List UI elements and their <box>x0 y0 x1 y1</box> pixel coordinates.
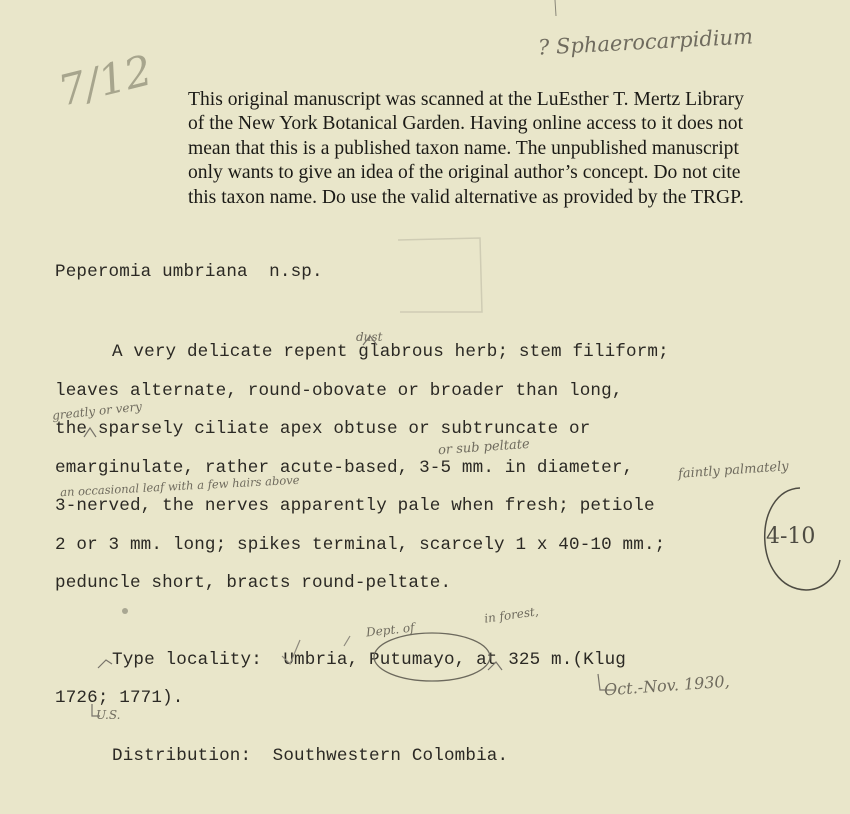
folio-number: 7/12 <box>53 45 157 116</box>
annotation-forest: in forest, <box>483 604 540 626</box>
annotation-range: 4-10 <box>766 524 816 549</box>
description-line: leaves alternate, round-obovate or broader than long, <box>55 381 623 401</box>
pencil-bracket-mark <box>398 238 482 312</box>
annotation-us: U.S. <box>96 708 121 722</box>
type-locality-line: 1726; 1771). <box>55 688 184 708</box>
notice-line: this taxon name. Do use the valid alternative as provided by the TRGP. <box>188 186 744 208</box>
annotation-date: Oct.-Nov. 1930, <box>603 671 731 700</box>
pencil-dot <box>122 608 128 614</box>
distribution-line: Distribution: Southwestern Colombia. <box>112 746 509 766</box>
annotation-occasional: an occasional leaf with a few hairs above <box>59 472 300 500</box>
pencil-tick-mark <box>555 0 556 16</box>
species-title: Peperomia umbriana n.sp. <box>55 262 323 282</box>
annotation-dust: dust <box>356 330 383 344</box>
genus-annotation: ? Sphaerocarpidium <box>537 24 754 60</box>
caret-mark <box>363 336 377 345</box>
notice-line: of the New York Botanical Garden. Having online access to it does not <box>188 113 744 135</box>
annotation-greatly: greatly or very <box>51 399 143 423</box>
annotation-faintly: faintly palmately <box>677 459 790 482</box>
annotation-dept: Dept. of <box>365 620 416 640</box>
description-line: the sparsely ciliate apex obtuse or subtruncate or <box>55 419 591 439</box>
circle-mark <box>765 488 840 590</box>
caret-mark <box>488 662 502 670</box>
annotation-subpeltate: or sub peltate <box>437 436 531 459</box>
notice-line: mean that this is a published taxon name. The unpublished manuscript <box>188 137 739 159</box>
type-locality-line: Type locality: Umbria, Putumayo, at 325 m.(Klug <box>112 650 626 670</box>
description-line: A very delicate repent glabrous herb; stem filiform; <box>112 342 669 362</box>
description-line: 2 or 3 mm. long; spikes terminal, scarcely 1 x 40-10 mm.; <box>55 535 666 555</box>
pencil-hook-mark <box>92 704 100 716</box>
caret-mark <box>84 428 96 437</box>
description-line: 3-nerved, the nerves apparently pale when fresh; petiole <box>55 496 655 516</box>
caret-mark <box>344 636 350 646</box>
description-line: peduncle short, bracts round-peltate. <box>55 573 452 593</box>
pencil-hook-mark <box>598 674 614 690</box>
check-mark <box>282 640 300 664</box>
notice-line: This original manuscript was scanned at the LuEsther T. Mertz Library <box>188 89 744 110</box>
description-line: emarginulate, rather acute-based, 3-5 mm. in diameter, <box>55 458 634 478</box>
caret-mark <box>98 660 112 668</box>
circle-mark <box>374 633 490 681</box>
notice-line: only wants to give an idea of the original author’s concept. Do not cite <box>188 162 741 184</box>
